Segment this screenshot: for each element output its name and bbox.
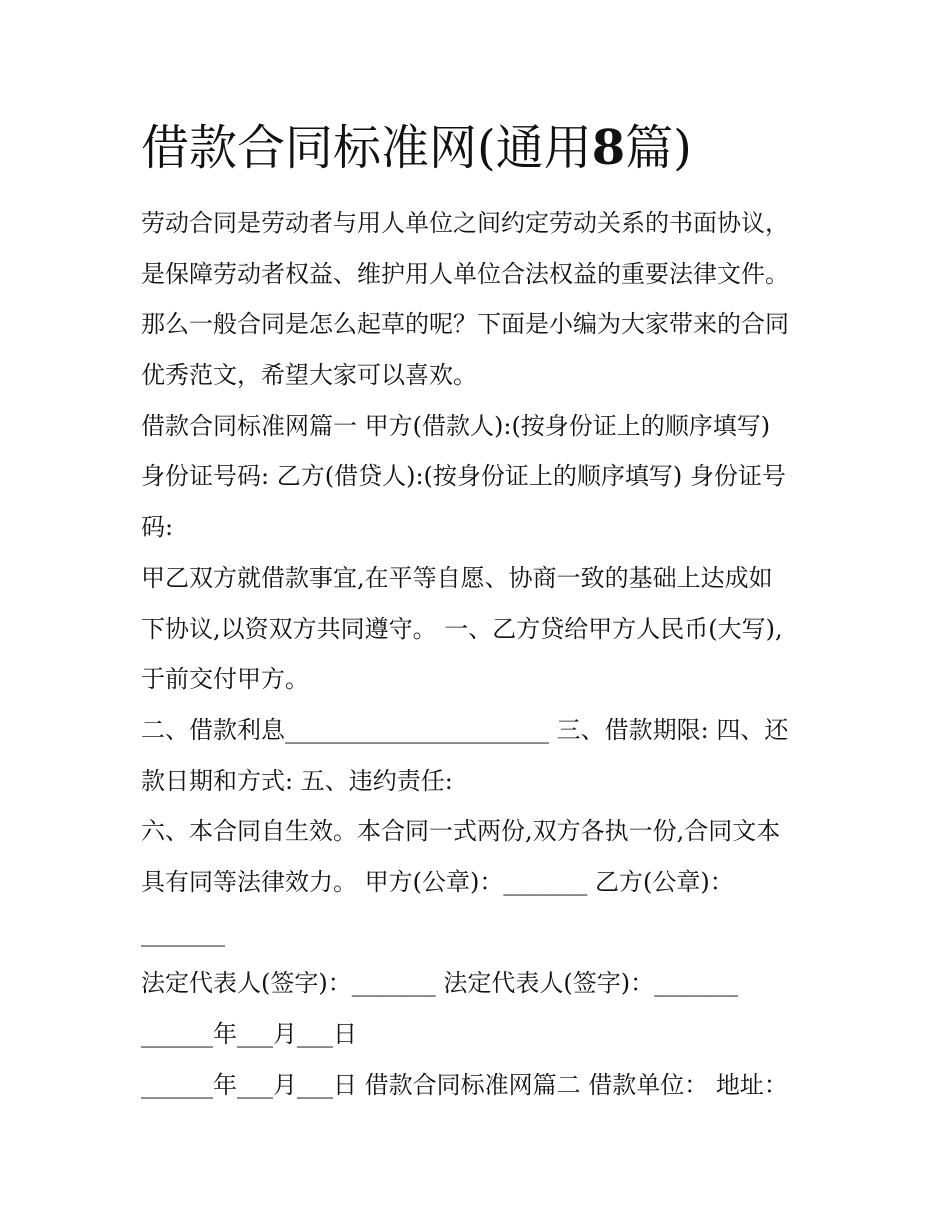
body-line: 二、借款利息______________________ 三、借款期限: 四、还 — [141, 715, 789, 744]
title-suffix: 篇) — [625, 120, 692, 176]
body-line: 优秀范文，希望大家可以喜欢。 — [141, 361, 477, 390]
body-line: 身份证号码: 乙方(借贷人):(按身份证上的顺序填写) 身份证号 — [141, 462, 786, 491]
body-line: 款日期和方式: 五、违约责任: — [141, 766, 453, 795]
body-line: ______年___月___日 — [141, 1020, 357, 1048]
document-title — [141, 112, 692, 184]
body-line: 法定代表人(签字)：_______ 法定代表人(签字)：_______ — [141, 969, 739, 998]
body-line: 六、本合同自生效。本合同一式两份,双方各执一份,合同文本 — [141, 817, 781, 846]
body-line: 下协议,以资双方共同遵守。 一、乙方贷给甲方人民币(大写), — [141, 614, 783, 643]
body-line: ______年___月___日 借款合同标准网篇二 借款单位： 地址： — [141, 1070, 788, 1099]
body-line: 具有同等法律效力。 甲方(公章)：_______ 乙方(公章)： — [141, 867, 734, 896]
body-line: 那么一般合同是怎么起草的呢？下面是小编为大家带来的合同 — [141, 310, 789, 339]
document-body — [141, 198, 821, 1110]
body-line: 码: — [141, 513, 174, 542]
body-line: 劳动合同是劳动者与用人单位之间约定劳动关系的书面协议， — [141, 209, 789, 237]
title-prefix: 借款合同标准网(通用 — [141, 120, 592, 176]
body-line: 于前交付甲方。 — [141, 665, 309, 694]
body-line: 甲乙双方就借款事宜,在平等自愿、协商一致的基础上达成如 — [141, 563, 773, 592]
body-line: 是保障劳动者权益、维护用人单位合法权益的重要法律文件。 — [141, 259, 789, 288]
title-number: 8 — [591, 120, 626, 176]
body-line: _______ — [141, 918, 225, 947]
body-line: 借款合同标准网篇一 甲方(借款人):(按身份证上的顺序填写) — [141, 411, 771, 440]
